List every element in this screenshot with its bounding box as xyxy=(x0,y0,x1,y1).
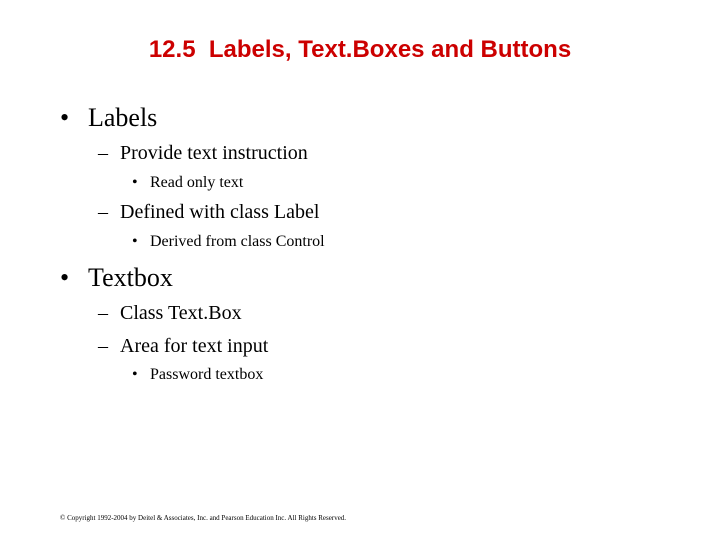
bullet-marker: • xyxy=(132,366,138,383)
subsubbullet-read-only-text xyxy=(132,172,243,194)
bullet-labels xyxy=(60,102,157,134)
bullet-text: Textbox xyxy=(88,263,173,292)
dash-marker: – xyxy=(98,302,108,324)
subbullet-class-textbox xyxy=(98,300,242,326)
subsubbullet-derived-from-class-control xyxy=(132,231,325,253)
subbullet-text: Defined with class Label xyxy=(120,201,320,223)
subsubbullet-text: Derived from class Control xyxy=(150,233,325,250)
subbullet-provide-text-instruction xyxy=(98,140,308,166)
bullet-textbox xyxy=(60,262,173,294)
bullet-marker: • xyxy=(132,174,138,191)
bullet-marker: • xyxy=(60,263,70,292)
bullet-marker: • xyxy=(132,233,138,250)
subbullet-defined-with-class-label xyxy=(98,199,319,225)
slide-title: 12.5 Labels, Text.Boxes and Buttons xyxy=(148,36,572,63)
subbullet-area-for-text-input xyxy=(98,333,268,359)
subbullet-text: Class Text.Box xyxy=(120,302,242,324)
subsubbullet-text: Read only text xyxy=(150,174,244,191)
subsubbullet-text: Password textbox xyxy=(150,366,264,383)
subbullet-text: Provide text instruction xyxy=(120,142,308,164)
subbullet-text: Area for text input xyxy=(120,335,269,357)
dash-marker: – xyxy=(98,201,108,223)
dash-marker: – xyxy=(98,142,108,164)
bullet-marker: • xyxy=(60,103,70,132)
copyright-footer: © Copyright 1992-2004 by Deitel & Associates, Inc. and Pearson Education Inc. All Rights Reserved. xyxy=(60,514,347,522)
dash-marker: – xyxy=(98,335,108,357)
bullet-text: Labels xyxy=(88,103,158,132)
subsubbullet-password-textbox xyxy=(132,364,263,386)
